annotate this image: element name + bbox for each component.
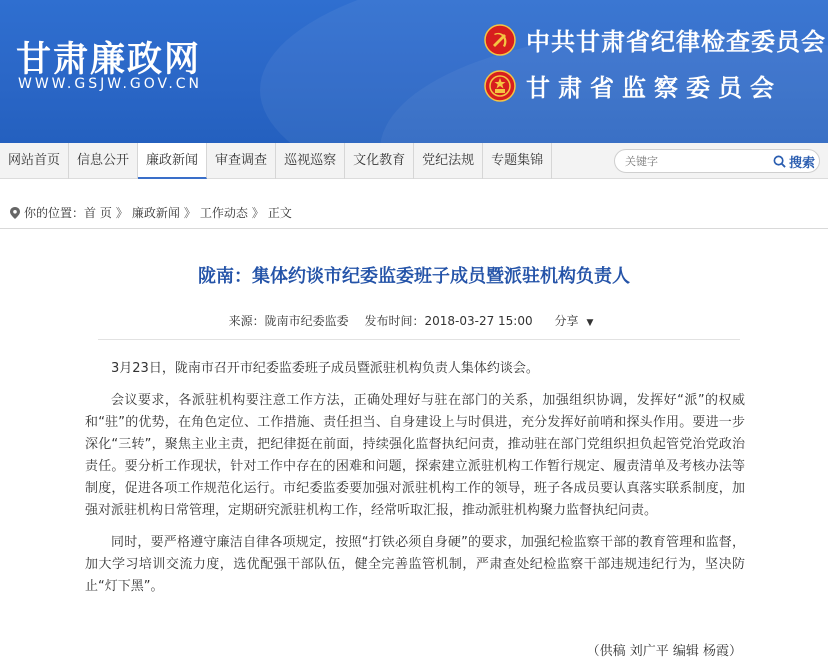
nav-item-investigation[interactable]: 审查调查 <box>207 143 276 179</box>
org-line-party-commission <box>484 22 826 57</box>
nav-item-inspection[interactable]: 巡视巡察 <box>276 143 345 179</box>
article-paragraph: 同时，要严格遵守廉洁自律各项规定，按照“打铁必须自身硬”的要求，加强纪检监察干部的教育管理和监督，加大学习培训交流力度，选优配强干部队伍，健全完善监管机制，严肃查处纪检监察干部违规违纪行为，坚决防止“灯下黑”。 <box>85 535 745 594</box>
main-nav <box>0 143 828 179</box>
search-button[interactable] <box>773 152 815 171</box>
breadcrumb-work-updates[interactable]: 工作动态 <box>199 206 248 220</box>
breadcrumb-separator: 》 <box>115 206 128 220</box>
breadcrumb-divider <box>0 228 828 229</box>
search-input[interactable] <box>615 155 755 168</box>
article-credit: （供稿 刘广平 编辑 杨霞） <box>586 644 742 659</box>
national-emblem-icon <box>484 70 516 102</box>
article-paragraph: 3月23日，陇南市召开市纪委监委班子成员暨派驻机构负责人集体约谈会。 <box>111 361 539 376</box>
breadcrumb-prefix: 你的位置： <box>24 206 85 220</box>
site-url[interactable]: WWW.GSJW.GOV.CN <box>18 76 203 92</box>
nav-item-info-disclosure[interactable]: 信息公开 <box>69 143 138 179</box>
location-pin-icon <box>10 207 20 219</box>
meta-divider <box>98 339 740 340</box>
breadcrumb-news[interactable]: 廉政新闻 <box>131 206 180 220</box>
share-label: 分享 <box>554 314 579 328</box>
breadcrumb-home[interactable]: 首 页 <box>84 206 112 220</box>
header-banner <box>0 0 828 143</box>
site-title[interactable]: 甘肃廉政网 <box>16 39 202 80</box>
share-button[interactable] <box>548 314 599 328</box>
article-meta <box>0 312 828 329</box>
party-emblem-icon <box>484 24 516 56</box>
article-body <box>85 358 745 608</box>
search-box <box>614 149 820 173</box>
article-title: 陇南：集体约谈市纪委监委班子成员暨派驻机构负责人 <box>198 266 630 287</box>
breadcrumb-separator: 》 <box>251 206 264 220</box>
nav-item-news[interactable]: 廉政新闻 <box>138 143 207 179</box>
org-line-supervisory-commission <box>484 68 782 103</box>
search-button-label: 搜索 <box>789 155 816 171</box>
breadcrumb-separator: 》 <box>183 206 196 220</box>
article-published-time: 发布时间：2018-03-27 15:00 <box>364 314 533 328</box>
nav-item-culture-education[interactable]: 文化教育 <box>345 143 414 179</box>
breadcrumb <box>10 204 292 221</box>
article-source: 来源：陇南市纪委监委 <box>228 314 349 328</box>
nav-item-topics[interactable]: 专题集锦 <box>483 143 552 179</box>
article-paragraph: 会议要求，各派驻机构要注意工作方法，正确处理好与驻在部门的关系，加强组织协调，发挥好“派”的权威和“驻”的优势，在角色定位、工作措施、责任担当、自身建设上与时俱进，充分发挥好前哨和探头作用。要进一步深化“三转”，聚焦主业主责，把纪律挺在前面，持续强化监督执纪问责，推动驻在部门党组织担负起管党治党政治责任。要分析工作现状，针对工作中存在的困难和问题，探索建立派驻机构工作暂行规定、履责清单及考核办法等制度，促进各项工作规范化运行。市纪委监委要加强对派驻机构工作的领导，班子各成员要认真落实联系制度，加强对派驻机构日常管理，定期研究派驻机构工作，经常听取汇报，推动派驻机构聚力监督执纪问责。 <box>85 393 745 518</box>
search-icon <box>773 155 786 168</box>
nav-item-regulations[interactable]: 党纪法规 <box>414 143 483 179</box>
org-name-2: 甘肃省监察委员会 <box>526 74 782 102</box>
chevron-down-icon: ▼ <box>586 318 594 328</box>
breadcrumb-current: 正文 <box>267 206 292 220</box>
org-name-1: 中共甘肃省纪律检查委员会 <box>526 28 826 56</box>
nav-item-home[interactable]: 网站首页 <box>0 143 69 179</box>
